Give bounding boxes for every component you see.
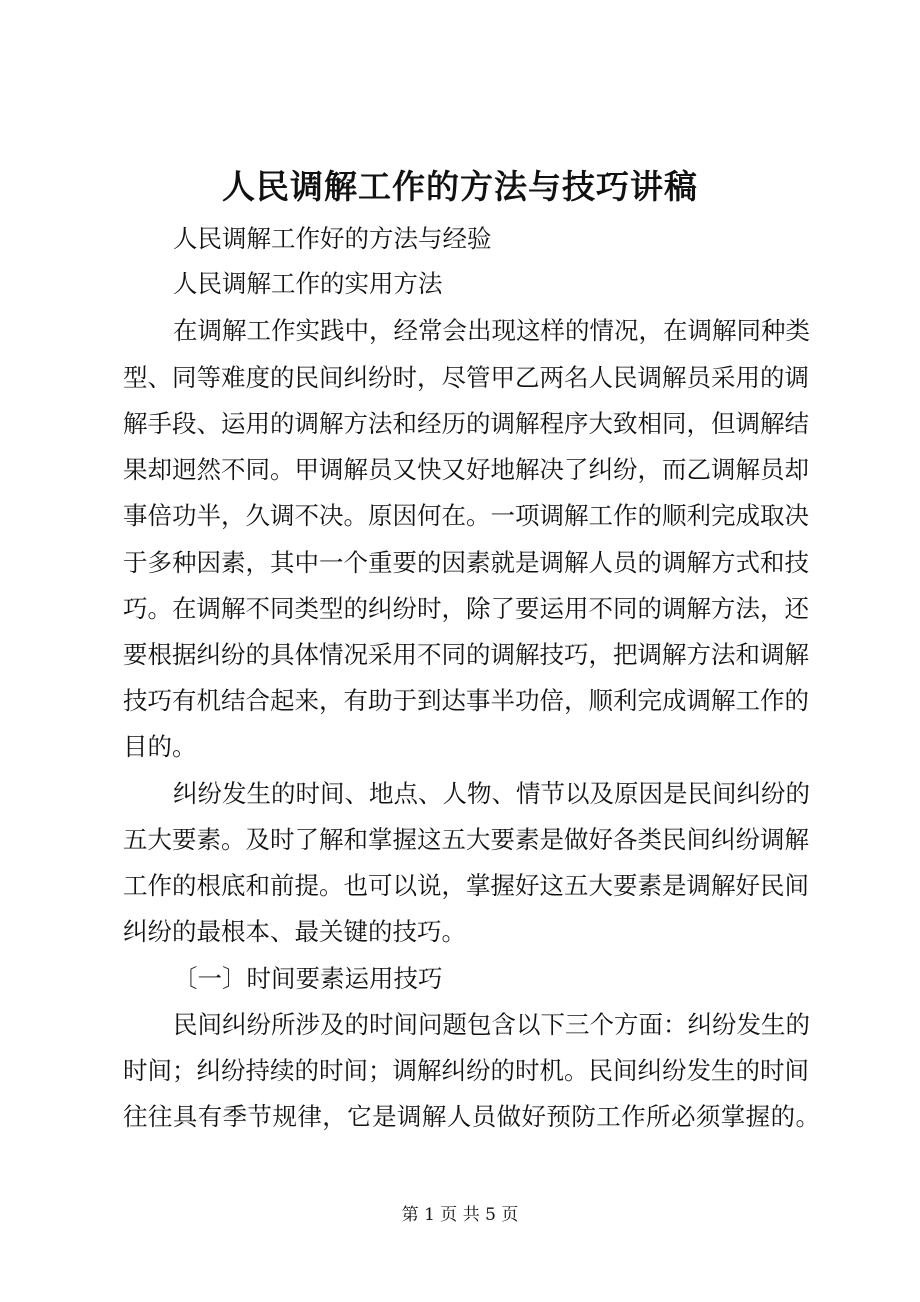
paragraph-line: 解手段、运用的调解方法和经历的调解程序大致相同，但调解结 xyxy=(123,409,809,438)
paragraph-line: 果却迥然不同。甲调解员又快又好地解决了纠纷，而乙调解员却 xyxy=(123,455,809,484)
paragraph-line: 事倍功半，久调不决。原因何在。一项调解工作的顺利完成取决 xyxy=(123,501,809,530)
paragraph-line: 纠纷发生的时间、地点、人物、情节以及原因是民间纠纷的 xyxy=(173,779,810,808)
paragraph-line: 在调解工作实践中，经常会出现这样的情况，在调解同种类 xyxy=(173,316,810,345)
section-heading: 〔一〕时间要素运用技巧 xyxy=(173,964,443,993)
paragraph-line: 五大要素。及时了解和掌握这五大要素是做好各类民间纠纷调解 xyxy=(123,825,809,854)
subtitle-line: 人民调解工作的实用方法 xyxy=(173,269,443,298)
paragraph-line: 技巧有机结合起来，有助于到达事半功倍，顺利完成调解工作的 xyxy=(123,686,809,715)
paragraph-line: 型、同等难度的民间纠纷时，尽管甲乙两名人民调解员采用的调 xyxy=(123,363,809,392)
document-title: 人民调解工作的方法与技巧讲稿 xyxy=(222,167,698,206)
paragraph-line: 巧。在调解不同类型的纠纷时，除了要运用不同的调解方法，还 xyxy=(123,594,809,623)
paragraph-line: 要根据纠纷的具体情况采用不同的调解技巧，把调解方法和调解 xyxy=(123,640,809,669)
paragraph-line: 往往具有季节规律，它是调解人员做好预防工作所必须掌握的。 xyxy=(123,1102,820,1131)
paragraph-line: 目的。 xyxy=(123,732,197,761)
page-number-footer: 第 1 页 共 5 页 xyxy=(401,1205,519,1225)
paragraph-line: 时间；纠纷持续的时间；调解纠纷的时机。民间纠纷发生的时间 xyxy=(123,1056,809,1085)
paragraph-line: 纠纷的最根本、最关键的技巧。 xyxy=(123,917,466,946)
paragraph-line: 于多种因素，其中一个重要的因素就是调解人员的调解方式和技 xyxy=(123,548,809,577)
paragraph-line: 工作的根底和前提。也可以说，掌握好这五大要素是调解好民间 xyxy=(123,871,809,900)
subtitle-line: 人民调解工作好的方法与经验 xyxy=(173,224,492,253)
paragraph-line: 民间纠纷所涉及的时间问题包含以下三个方面：纠纷发生的 xyxy=(173,1010,810,1039)
